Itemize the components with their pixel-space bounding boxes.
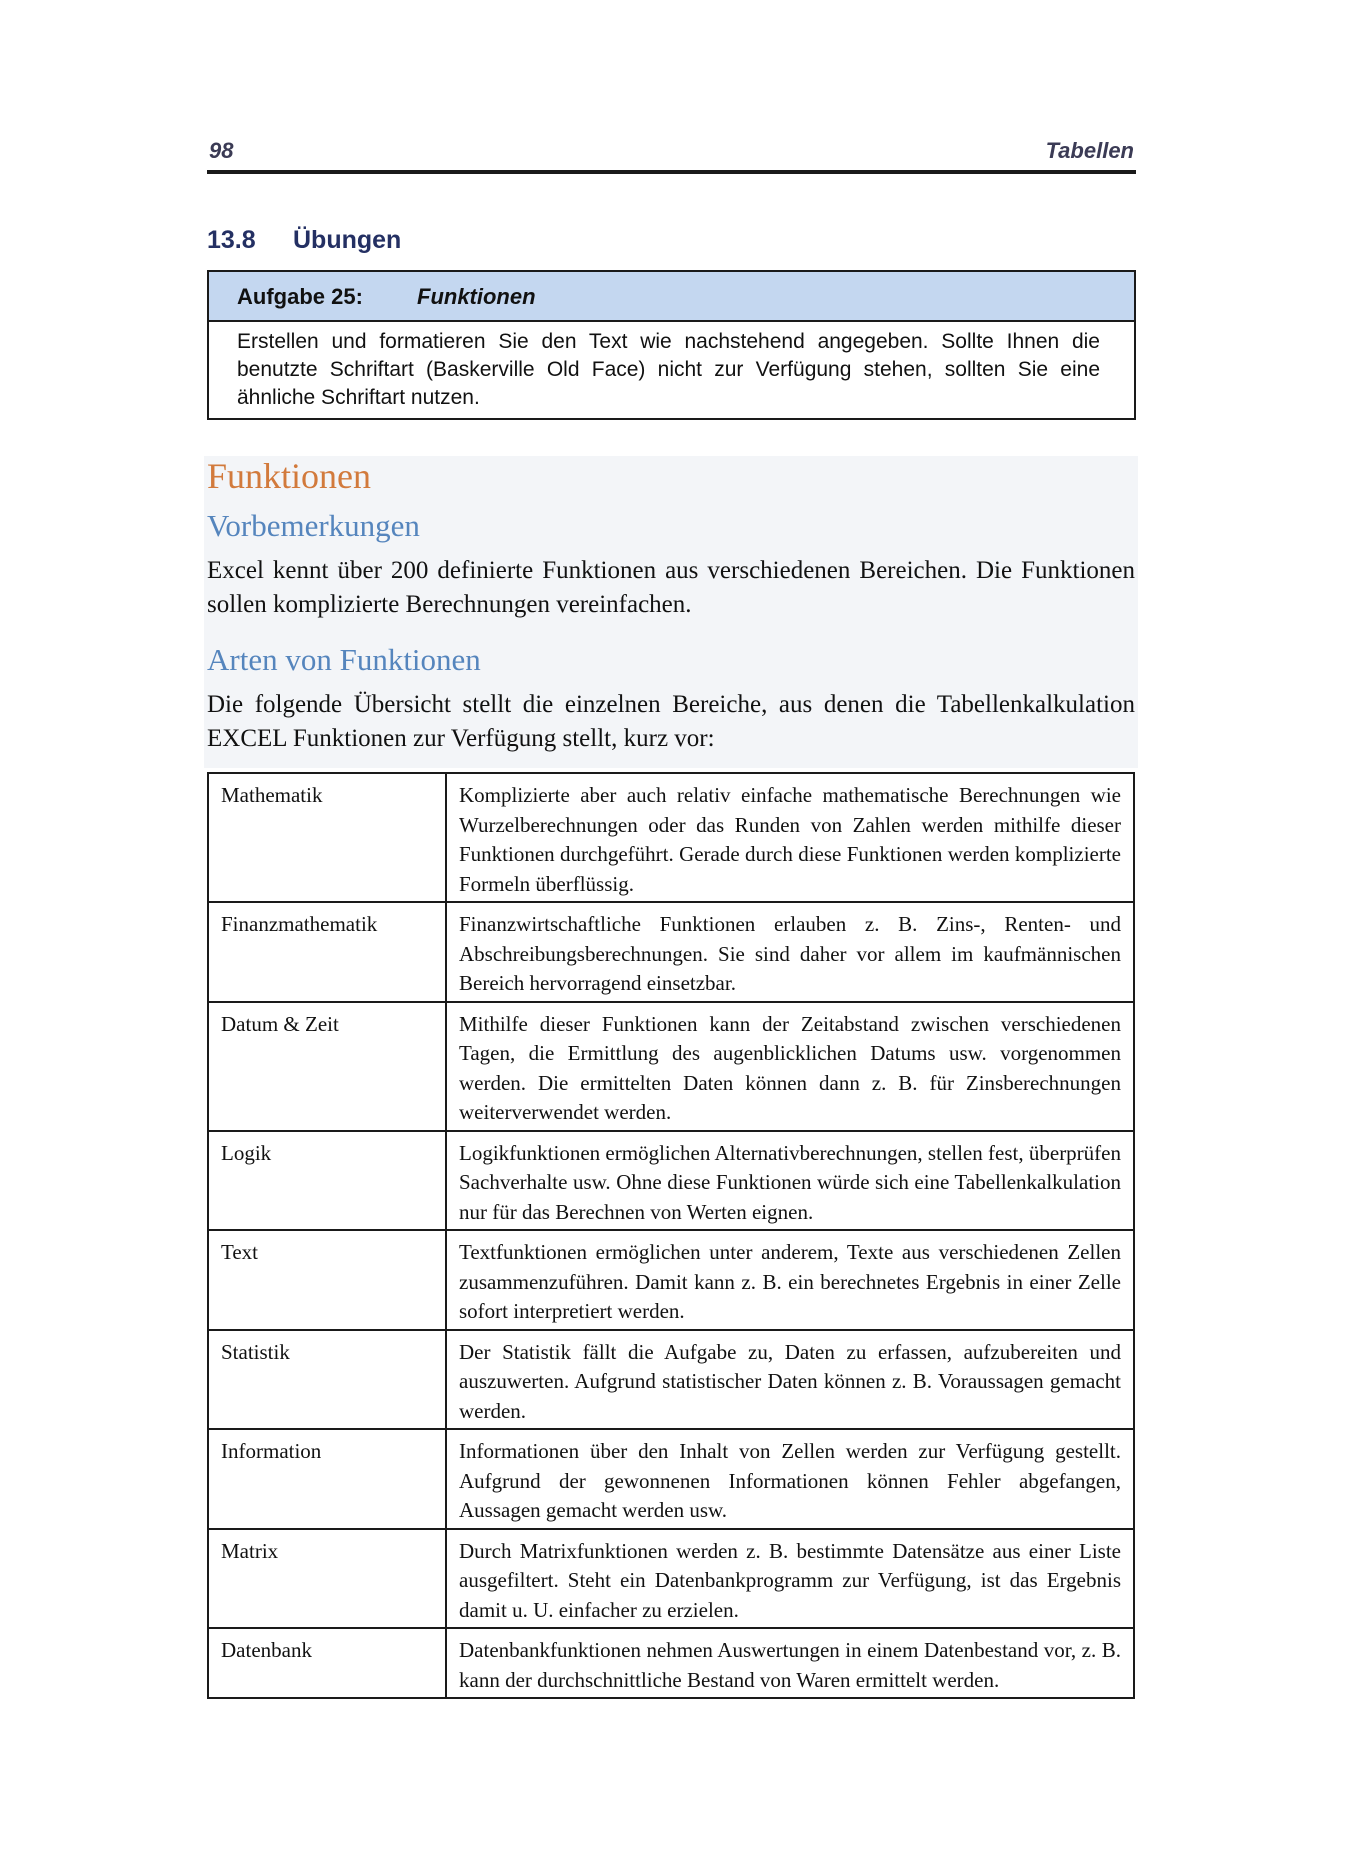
task-topic: Funktionen [417, 284, 536, 309]
section-title: Übungen [293, 226, 402, 254]
sample-main-heading: Funktionen [207, 456, 372, 496]
table-row [208, 1330, 1134, 1430]
task-box [207, 270, 1136, 420]
category-name: Information [208, 1429, 446, 1529]
category-name: Statistik [208, 1330, 446, 1430]
running-header [207, 134, 1136, 174]
table-row [208, 1429, 1134, 1529]
table-row [208, 1628, 1134, 1698]
category-description: Textfunktionen ermöglichen unter anderem, Texte aus verschiedenen Zellen zusammenzuführen. Damit kann z. B. ein berechnetes Ergebnis in einer Zelle sofort interpretiert werden. [446, 1230, 1134, 1330]
category-name: Mathematik [208, 773, 446, 902]
table-row [208, 902, 1134, 1002]
category-description: Durch Matrixfunktionen werden z. B. bestimmte Datensätze aus einer Liste ausgefiltert. Steht ein Datenbankprogramm zur Verfügung, ist das Ergebnis damit u. U. einfacher zu erzielen. [446, 1529, 1134, 1629]
table-row [208, 1131, 1134, 1231]
category-description: Datenbankfunktionen nehmen Auswertungen in einem Datenbestand vor, z. B. kann der durchschnittliche Bestand von Waren ermittelt werden. [446, 1628, 1134, 1698]
page-number: 98 [209, 138, 234, 163]
table-row [208, 1230, 1134, 1330]
category-description: Finanzwirtschaftliche Funktionen erlauben z. B. Zins-, Renten- und Abschreibungsberechnungen. Sie sind daher vor allem im kaufmännischen Bereich hervorragend einsetzbar. [446, 902, 1134, 1002]
category-description: Logikfunktionen ermöglichen Alternativberechnungen, stellen fest, überprüfen Sachverhalte usw. Ohne diese Funktionen würde sich eine Tabellenkalkulation nur für das Berechnen von Werten eignen. [446, 1131, 1134, 1231]
sample-subheading-preliminary: Vorbemerkungen [207, 508, 420, 543]
sample-subheading-types: Arten von Funktionen [207, 642, 481, 677]
category-description: Komplizierte aber auch relativ einfache mathematische Berechnungen wie Wurzelberechnungen oder das Runden von Zahlen werden mithilfe dieser Funktionen durchgeführt. Gerade durch diese Funktionen werden komplizierte Formeln überflüssig. [446, 773, 1134, 902]
task-instruction: Erstellen und formatieren Sie den Text wie nachstehend angegeben. Sollte Ihnen die benutzte Schriftart (Baskerville Old Face) nicht zur Verfügung stehen, sollten Sie eine ähnliche Schriftart nutzen. [237, 330, 1100, 409]
category-name: Finanzmathematik [208, 902, 446, 1002]
task-header [209, 272, 1134, 322]
category-description: Mithilfe dieser Funktionen kann der Zeitabstand zwischen verschiedenen Tagen, die Ermittlung des augenblicklichen Datums usw. vorgenommen werden. Die ermittelten Daten können dann z. B. für Zinsberechnungen weiterverwendet werden. [446, 1002, 1134, 1131]
category-name: Text [208, 1230, 446, 1330]
category-name: Datenbank [208, 1628, 446, 1698]
category-description: Informationen über den Inhalt von Zellen werden zur Verfügung gestellt. Aufgrund der gewonnenen Informationen können Fehler abgefangen, Aussagen gemacht werden usw. [446, 1429, 1134, 1529]
table-row [208, 773, 1134, 902]
task-label: Aufgabe 25: [237, 284, 363, 309]
section-number: 13.8 [207, 226, 256, 254]
table-row [208, 1002, 1134, 1131]
sample-paragraph-overview: Die folgende Übersicht stellt die einzelnen Bereiche, aus denen die Tabellenkalkulation EXCEL Funktionen zur Verfügung stellt, kurz vor: [207, 691, 1135, 752]
category-name: Matrix [208, 1529, 446, 1629]
category-name: Logik [208, 1131, 446, 1231]
function-categories-table [207, 772, 1135, 1699]
table-row [208, 1529, 1134, 1629]
category-name: Datum & Zeit [208, 1002, 446, 1131]
chapter-title: Tabellen [1045, 138, 1134, 163]
sample-paragraph-intro: Excel kennt über 200 definierte Funktionen aus verschiedenen Bereichen. Die Funktionen sollen komplizierte Berechnungen vereinfachen. [207, 557, 1135, 618]
category-description: Der Statistik fällt die Aufgabe zu, Daten zu erfassen, aufzubereiten und auszuwerten. Aufgrund statistischer Daten können z. B. Voraussagen gemacht werden. [446, 1330, 1134, 1430]
section-heading [207, 226, 401, 255]
